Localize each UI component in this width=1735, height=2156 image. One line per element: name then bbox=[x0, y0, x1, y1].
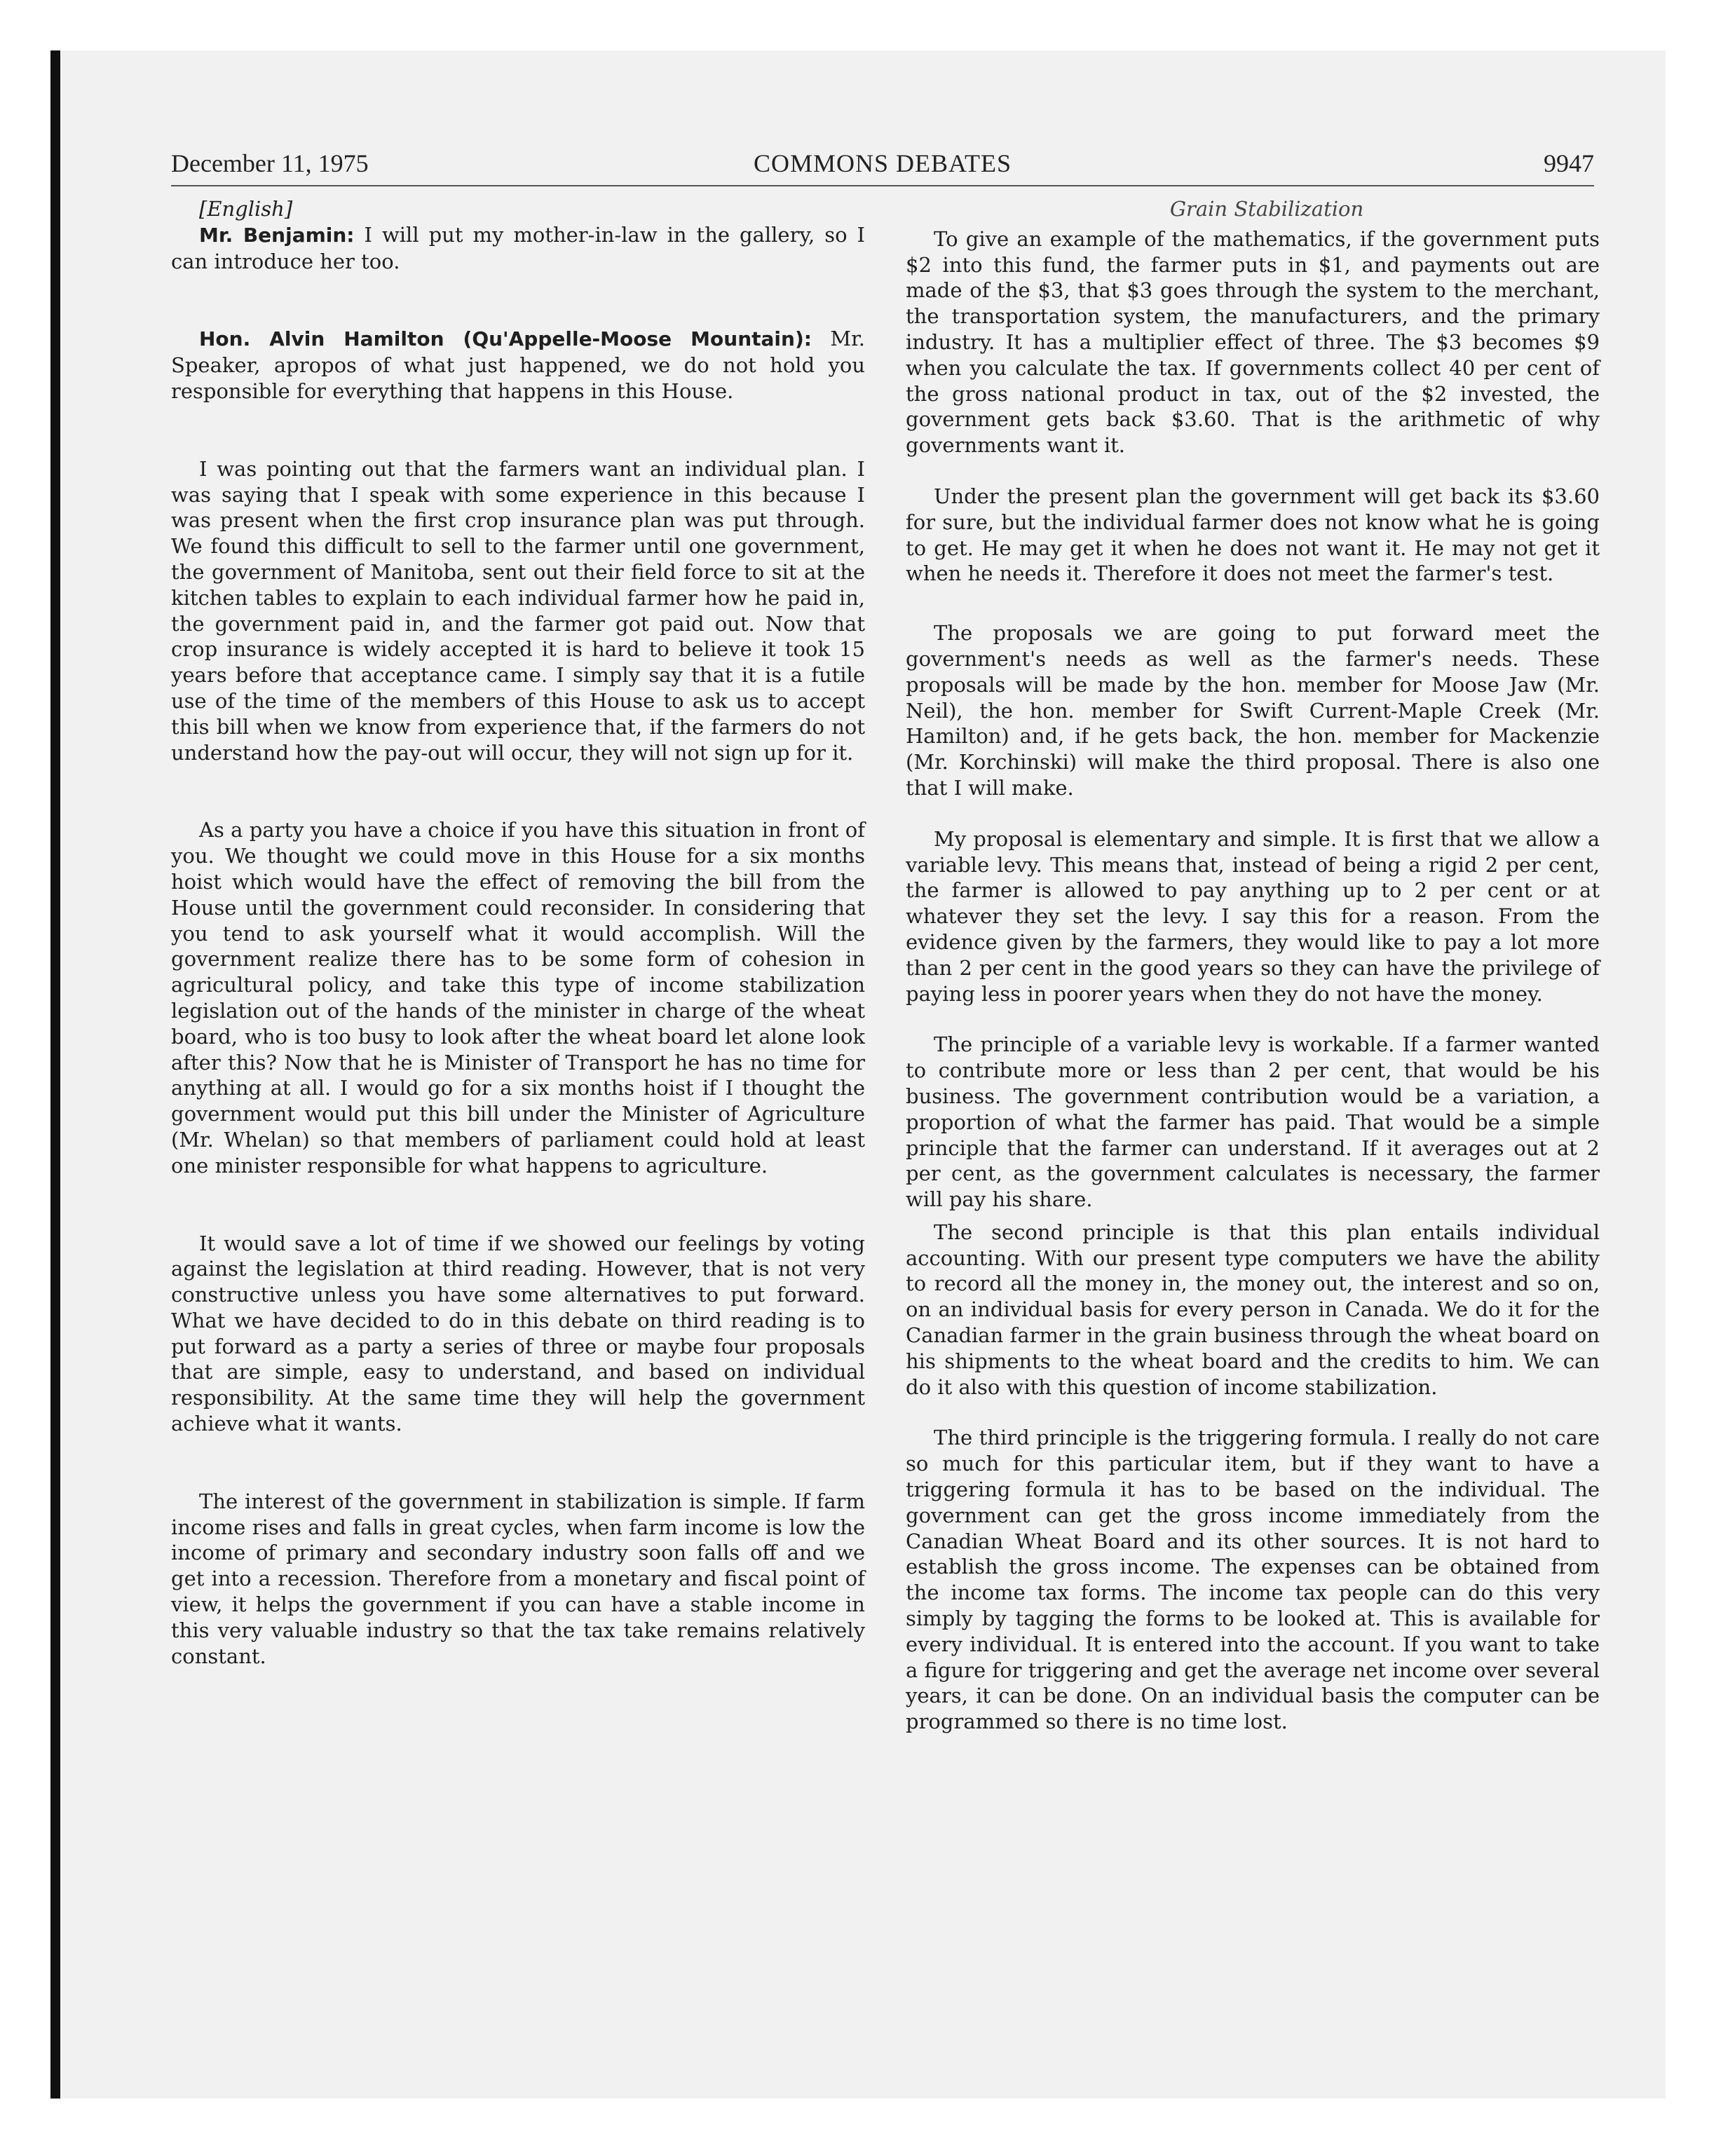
paragraph: The proposals we are going to put forward meet the government's needs as well as the farmer's needs. These proposals will be made by the hon. member for Moose Jaw (Mr. Neil), the hon. member for Swift Current-Maple Creek (Mr. Hamilton) and, if he gets back, the hon. member for Mackenzie (Mr. Korchinski) will make the third proposal. There is also one that I will make. bbox=[906, 621, 1600, 800]
benjamin-remark bbox=[171, 222, 865, 275]
paragraph: As a party you have a choice if you have this situation in front of you. We thought we could move in this House for a six months hoist which would have the effect of removing the bill from the House until the government could reconsider. In considering that you tend to ask yourself what it would accomplish. Will the government realize there has to be some form of cohesion in agricultural policy, and take this type of income stabilization legislation out of the hands of the minister in charge of the wheat board, who is too busy to look after the wheat board let alone look after this? Now that he is Minister of Transport he has no time for anything at all. I would go for a six months hoist if I thought the government would put this bill under the Minister of Agriculture (Mr. Whelan) so that members of parliament could hold at least one minister responsible for what happens to agriculture. bbox=[171, 818, 865, 1178]
paragraph: My proposal is elementary and simple. It is first that we allow a variable levy. This means that, instead of being a rigid 2 per cent, the farmer is allowed to pay anything up to 2 per cent or at whatever they set the levy. I say this for a reason. From the evidence given by the farmers, they would like to pay a lot more than 2 per cent in the good years so they can have the privilege of paying less in poorer years when they do not have the money. bbox=[906, 826, 1600, 1006]
speaker-name: Hon. Alvin Hamilton (Qu'Appelle-Moose Mountain): bbox=[199, 327, 812, 351]
speaker-name: Mr. Benjamin: bbox=[199, 223, 355, 247]
remark-text: I will put my mother-in-law in the gallery, so I can introduce her too. bbox=[171, 222, 865, 273]
section-heading: Grain Stabilization bbox=[1169, 197, 1364, 221]
paragraph: The principle of a variable levy is workable. If a farmer wanted to contribute more or less than 2 per cent, that would be his business. The government contribution would be a variation, a proportion of what the farmer has paid. That would be a simple principle that the farmer can understand. If it averages out at 2 per cent, as the government calculates is necessary, the farmer will pay his share. bbox=[906, 1032, 1600, 1212]
page-number: 9947 bbox=[1544, 149, 1594, 177]
right-column bbox=[906, 196, 1600, 1735]
paragraph: The interest of the government in stabilization is simple. If farm income rises and falls in great cycles, when farm income is low the income of primary and secondary industry soon falls off and we get into a recession. Therefore from a monetary and fiscal point of view, it helps the government if you can have a stable income in this very valuable industry so that the tax take remains relatively constant. bbox=[171, 1489, 865, 1668]
hamilton-remark bbox=[171, 326, 865, 404]
page-header bbox=[171, 149, 1594, 186]
left-column bbox=[171, 196, 865, 1669]
paragraph: To give an example of the mathematics, if the government puts $2 into this fund, the farmer puts in $1, and payments out are made of the $3, that $3 goes through the system to the merchant, the transportation system, the manufacturers, and the primary industry. It has a multiplier effect of three. The $3 becomes $9 when you calculate the tax. If governments collect 40 per cent of the gross national product in tax, out of the $2 invested, the government gets back $3.60. That is the arithmetic of why governments want it. bbox=[906, 226, 1600, 458]
paragraph: It would save a lot of time if we showed our feelings by voting against the legislation at third reading. However, that is not very constructive unless you have some alternatives to put forward. What we have decided to do in this debate on third reading is to put forward as a party a series of three or maybe four proposals that are simple, easy to understand, and based on individual responsibility. At the same time they will help the government achieve what it wants. bbox=[171, 1231, 865, 1436]
header-date: December 11, 1975 bbox=[171, 149, 369, 177]
language-tag: [English] bbox=[199, 197, 293, 221]
publication-title: COMMONS DEBATES bbox=[753, 149, 1012, 177]
scan-edge-bar bbox=[50, 50, 60, 2099]
paragraph: Under the present plan the government will get back its $3.60 for sure, but the individual farmer does not know what he is going to get. He may get it when he does not want it. He may not get it when he needs it. Therefore it does not meet the farmer's test. bbox=[906, 484, 1600, 586]
remark-text: Mr. Speaker, apropos of what just happened, we do not hold you responsible for everything that happens in this House. bbox=[171, 327, 865, 403]
paragraph: I was pointing out that the farmers want an individual plan. I was saying that I speak with some experience in this because I was present when the first crop insurance plan was put through. We found this difficult to sell to the farmer until one government, the government of Manitoba, sent out their field force to sit at the kitchen tables to explain to each individual farmer how he paid in, the government paid in, and the farmer got paid out. Now that crop insurance is widely accepted it is hard to believe it took 15 years before that acceptance came. I simply say that it is a futile use of the time of the members of this House to ask us to accept this bill when we know from experience that, if the farmers do not understand how the pay-out will occur, they will not sign up for it. bbox=[171, 456, 865, 765]
paragraph: The third principle is the triggering formula. I really do not care so much for this particular item, but if they want to have a triggering formula it has to be based on the individual. The government can get the gross income immediately from the Canadian Wheat Board and its other sources. It is not hard to establish the gross income. The expenses can be obtained from the income tax forms. The income tax people can do this very simply by tagging the forms to be looked at. This is available for every individual. It is entered into the account. If you want to take a figure for triggering and get the average net income over several years, it can be done. On an individual basis the computer can be programmed so there is no time lost. bbox=[906, 1426, 1600, 1734]
paragraph: The second principle is that this plan entails individual accounting. With our present type computers we have the ability to record all the money in, the money out, the interest and so on, on an individual basis for every person in Canada. We do it for the Canadian farmer in the grain business through the wheat board on his shipments to the wheat board and the credits to him. We can do it also with this question of income stabilization. bbox=[906, 1220, 1600, 1399]
